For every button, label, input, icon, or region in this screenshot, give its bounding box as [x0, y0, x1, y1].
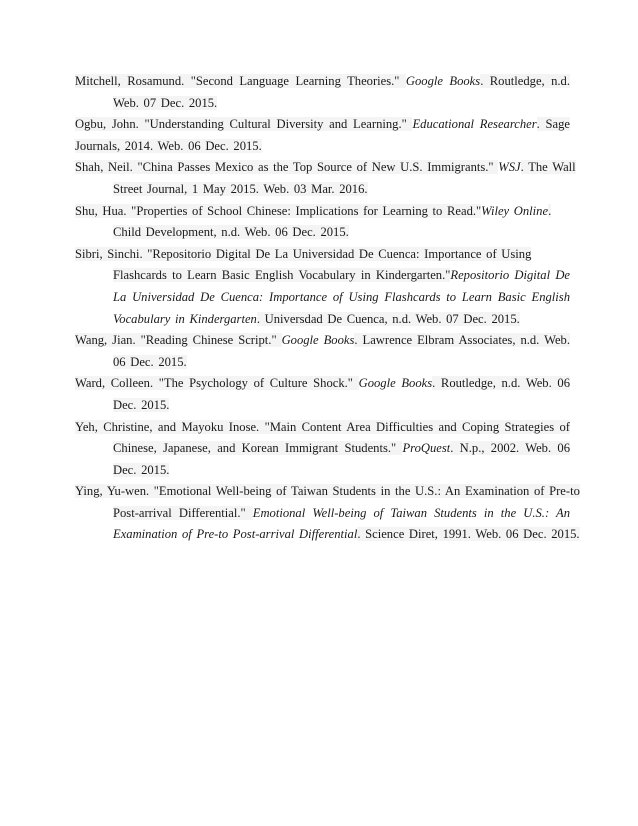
- reference-entry: [75, 71, 570, 114]
- reference-entry: [75, 201, 570, 244]
- reference-text: Dec. 2015.: [113, 462, 170, 477]
- reference-line: [75, 265, 570, 287]
- reference-line: [75, 222, 570, 244]
- reference-line: [75, 417, 570, 439]
- reference-line: [75, 352, 570, 374]
- reference-line: [75, 201, 570, 223]
- reference-line: [75, 244, 570, 266]
- reference-title-text: Examination of Pre-to Post-arrival Differential: [113, 527, 358, 542]
- reference-line: [75, 114, 570, 136]
- reference-text: . Lawrence Elbram Associates, n.d. Web.: [354, 333, 570, 348]
- reference-title-text: Emotional Well-being of Taiwan Students in the U.S.: An: [252, 505, 570, 520]
- reference-line: [75, 179, 570, 201]
- reference-title-text: Wiley Online: [481, 203, 549, 218]
- reference-entry: [75, 330, 570, 373]
- reference-text: Ward, Colleen. "The Psychology of Culture Shock.": [75, 376, 359, 391]
- reference-text: 06 Dec. 2015.: [113, 354, 187, 369]
- reference-entry: [75, 157, 576, 200]
- reference-line: [75, 524, 580, 546]
- reference-entry: [75, 244, 570, 330]
- works-cited-list: [75, 71, 580, 546]
- reference-line: [75, 503, 570, 525]
- reference-title-text: Repositorio Digital De: [450, 268, 570, 283]
- reference-title-text: Google Books: [405, 74, 481, 88]
- reference-text: Ogbu, John. "Understanding Cultural Diversity and Learning.": [75, 117, 413, 132]
- reference-text: Wang, Jian. "Reading Chinese Script.": [75, 333, 282, 348]
- reference-entry: [75, 373, 570, 416]
- reference-title-text: WSJ: [498, 160, 521, 175]
- reference-text: Flashcards to Learn Basic English Vocabulary in Kindergarten.": [113, 268, 451, 283]
- reference-text: . The Wall: [520, 160, 576, 175]
- reference-title-text: Educational Researcher: [412, 117, 537, 132]
- reference-text: Street Journal, 1 May 2015. Web. 03 Mar. 2016.: [113, 181, 368, 196]
- reference-title-text: Vocabulary in Kindergarten: [113, 311, 257, 326]
- reference-entry: [75, 114, 570, 157]
- reference-text: Ying, Yu-wen. "Emotional Well-being of Taiwan Students in the U.S.: An Examination of Pre-to: [75, 484, 580, 499]
- reference-text: . Science Diret, 1991. Web. 06 Dec. 2015.: [357, 527, 580, 542]
- reference-title-text: Google Books: [358, 376, 433, 391]
- reference-text: Shah, Neil. "China Passes Mexico as the Top Source of New U.S. Immigrants.": [75, 160, 499, 175]
- reference-text: Post-arrival Differential.": [113, 505, 253, 520]
- reference-line: [75, 309, 570, 331]
- reference-text: . N.p., 2002. Web. 06: [450, 441, 571, 456]
- reference-text: Shu, Hua. "Properties of School Chinese: Implications for Learning to Read.": [75, 203, 482, 218]
- reference-entry: [75, 417, 570, 482]
- reference-line: [75, 157, 576, 179]
- reference-text: Dec. 2015.: [113, 397, 170, 412]
- reference-text: . Universdad De Cuenca, n.d. Web. 07 Dec. 2015.: [256, 311, 520, 326]
- reference-text: . Sage: [536, 117, 571, 132]
- reference-line: [75, 481, 580, 503]
- reference-text: Sibri, Sinchi. "Repositorio Digital De La Universidad De Cuenca: Importance of Using: [75, 246, 532, 261]
- reference-text: Web. 07 Dec. 2015.: [113, 95, 218, 110]
- reference-text: Yeh, Christine, and Mayoku Inose. "Main Content Area Difficulties and Coping Strategies of: [75, 419, 570, 434]
- reference-text: Journals, 2014. Web. 06 Dec. 2015.: [75, 138, 262, 153]
- reference-title-text: ProQuest: [402, 441, 451, 456]
- reference-line: [75, 330, 570, 352]
- reference-title-text: Google Books: [281, 333, 355, 348]
- reference-text: .: [548, 203, 552, 218]
- reference-line: [75, 93, 570, 115]
- reference-line: [75, 395, 570, 417]
- reference-line: [75, 373, 570, 395]
- reference-text: . Routledge, n.d.: [480, 74, 571, 88]
- reference-text: Mitchell, Rosamund. "Second Language Learning Theories.": [75, 74, 406, 88]
- reference-text: Child Development, n.d. Web. 06 Dec. 2015.: [113, 225, 349, 240]
- reference-line: [75, 460, 570, 482]
- reference-line: [75, 71, 570, 93]
- reference-text: Chinese, Japanese, and Korean Immigrant Students.": [113, 441, 403, 456]
- reference-line: [75, 287, 570, 309]
- reference-text: . Routledge, n.d. Web. 06: [432, 376, 571, 391]
- reference-line: [75, 438, 570, 460]
- reference-title-text: La Universidad De Cuenca: Importance of Using Flashcards to Learn Basic English: [113, 289, 570, 304]
- reference-entry: [75, 481, 580, 546]
- reference-line: [75, 136, 570, 158]
